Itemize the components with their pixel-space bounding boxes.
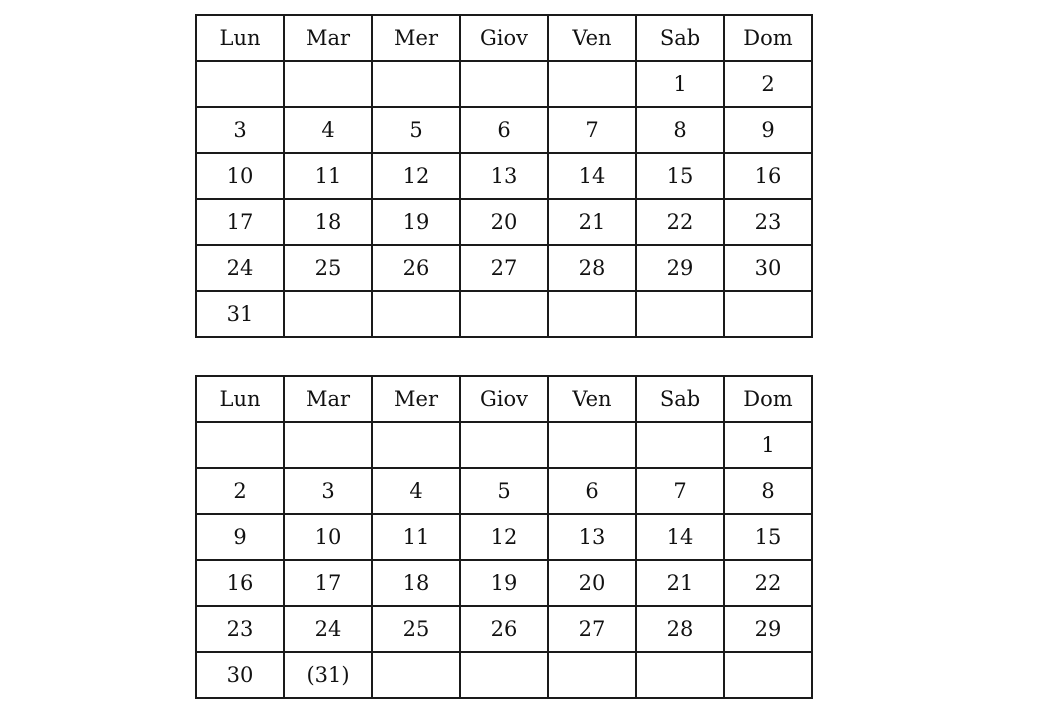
day-cell: 6 [548,468,636,514]
day-cell: 29 [724,606,812,652]
day-cell: 11 [372,514,460,560]
day-cell [636,652,724,698]
week-row [196,652,812,698]
day-cell [636,422,724,468]
day-cell: 19 [372,199,460,245]
calendar-table-1 [195,14,813,338]
day-cell [372,291,460,337]
day-cell: 2 [724,61,812,107]
day-cell [460,422,548,468]
week-row [196,606,812,652]
day-cell [548,291,636,337]
day-cell: 28 [636,606,724,652]
day-cell: 27 [548,606,636,652]
day-cell [548,422,636,468]
day-cell: 6 [460,107,548,153]
week-row [196,291,812,337]
day-cell: 4 [284,107,372,153]
day-cell [196,422,284,468]
day-cell: 26 [372,245,460,291]
week-row [196,468,812,514]
day-cell: 29 [636,245,724,291]
day-cell [372,652,460,698]
week-row [196,514,812,560]
day-cell [284,291,372,337]
day-cell [548,61,636,107]
weekday-header-giov: Giov [460,376,548,422]
day-cell: 1 [636,61,724,107]
day-cell: 27 [460,245,548,291]
day-cell: 18 [284,199,372,245]
day-cell: 15 [636,153,724,199]
weekday-header-sab: Sab [636,15,724,61]
day-cell: 23 [724,199,812,245]
day-cell: 7 [636,468,724,514]
day-cell [284,61,372,107]
day-cell: 30 [724,245,812,291]
day-cell [636,291,724,337]
day-cell: 3 [284,468,372,514]
day-cell: 28 [548,245,636,291]
day-cell [372,61,460,107]
day-cell: 25 [372,606,460,652]
day-cell: 2 [196,468,284,514]
weekday-header-mar: Mar [284,376,372,422]
day-cell: 19 [460,560,548,606]
day-cell: 10 [284,514,372,560]
day-cell: 15 [724,514,812,560]
day-cell: 17 [284,560,372,606]
weekday-header-mer: Mer [372,15,460,61]
day-cell: 25 [284,245,372,291]
week-row [196,245,812,291]
day-cell: 7 [548,107,636,153]
day-cell: 5 [460,468,548,514]
weekday-header-giov: Giov [460,15,548,61]
weekday-header-lun: Lun [196,15,284,61]
weekday-header-lun: Lun [196,376,284,422]
day-cell [460,61,548,107]
day-cell: (31) [284,652,372,698]
week-row [196,153,812,199]
day-cell: 31 [196,291,284,337]
day-cell: 20 [460,199,548,245]
calendar-table-2 [195,375,813,699]
day-cell: 1 [724,422,812,468]
day-cell [284,422,372,468]
day-cell [196,61,284,107]
day-cell [548,652,636,698]
day-cell: 5 [372,107,460,153]
day-cell [460,652,548,698]
weekday-header-sab: Sab [636,376,724,422]
weekday-header-ven: Ven [548,15,636,61]
week-row [196,199,812,245]
day-cell: 14 [548,153,636,199]
day-cell: 16 [196,560,284,606]
weekday-header-mar: Mar [284,15,372,61]
day-cell: 13 [548,514,636,560]
day-cell: 12 [460,514,548,560]
day-cell: 8 [636,107,724,153]
day-cell: 12 [372,153,460,199]
day-cell [460,291,548,337]
day-cell: 26 [460,606,548,652]
day-cell [724,291,812,337]
day-cell [372,422,460,468]
day-cell: 17 [196,199,284,245]
weekday-header-ven: Ven [548,376,636,422]
day-cell: 30 [196,652,284,698]
week-row [196,107,812,153]
weekday-header-dom: Dom [724,376,812,422]
weekday-header-row [196,376,812,422]
week-row [196,560,812,606]
day-cell: 9 [724,107,812,153]
day-cell: 21 [636,560,724,606]
day-cell: 24 [196,245,284,291]
day-cell: 13 [460,153,548,199]
week-row [196,61,812,107]
day-cell: 21 [548,199,636,245]
day-cell: 8 [724,468,812,514]
day-cell: 18 [372,560,460,606]
day-cell: 3 [196,107,284,153]
day-cell: 14 [636,514,724,560]
weekday-header-mer: Mer [372,376,460,422]
day-cell: 9 [196,514,284,560]
day-cell [724,652,812,698]
weekday-header-row [196,15,812,61]
day-cell: 10 [196,153,284,199]
day-cell: 22 [724,560,812,606]
weekday-header-dom: Dom [724,15,812,61]
day-cell: 23 [196,606,284,652]
day-cell: 22 [636,199,724,245]
day-cell: 16 [724,153,812,199]
day-cell: 20 [548,560,636,606]
day-cell: 4 [372,468,460,514]
day-cell: 24 [284,606,372,652]
week-row [196,422,812,468]
day-cell: 11 [284,153,372,199]
